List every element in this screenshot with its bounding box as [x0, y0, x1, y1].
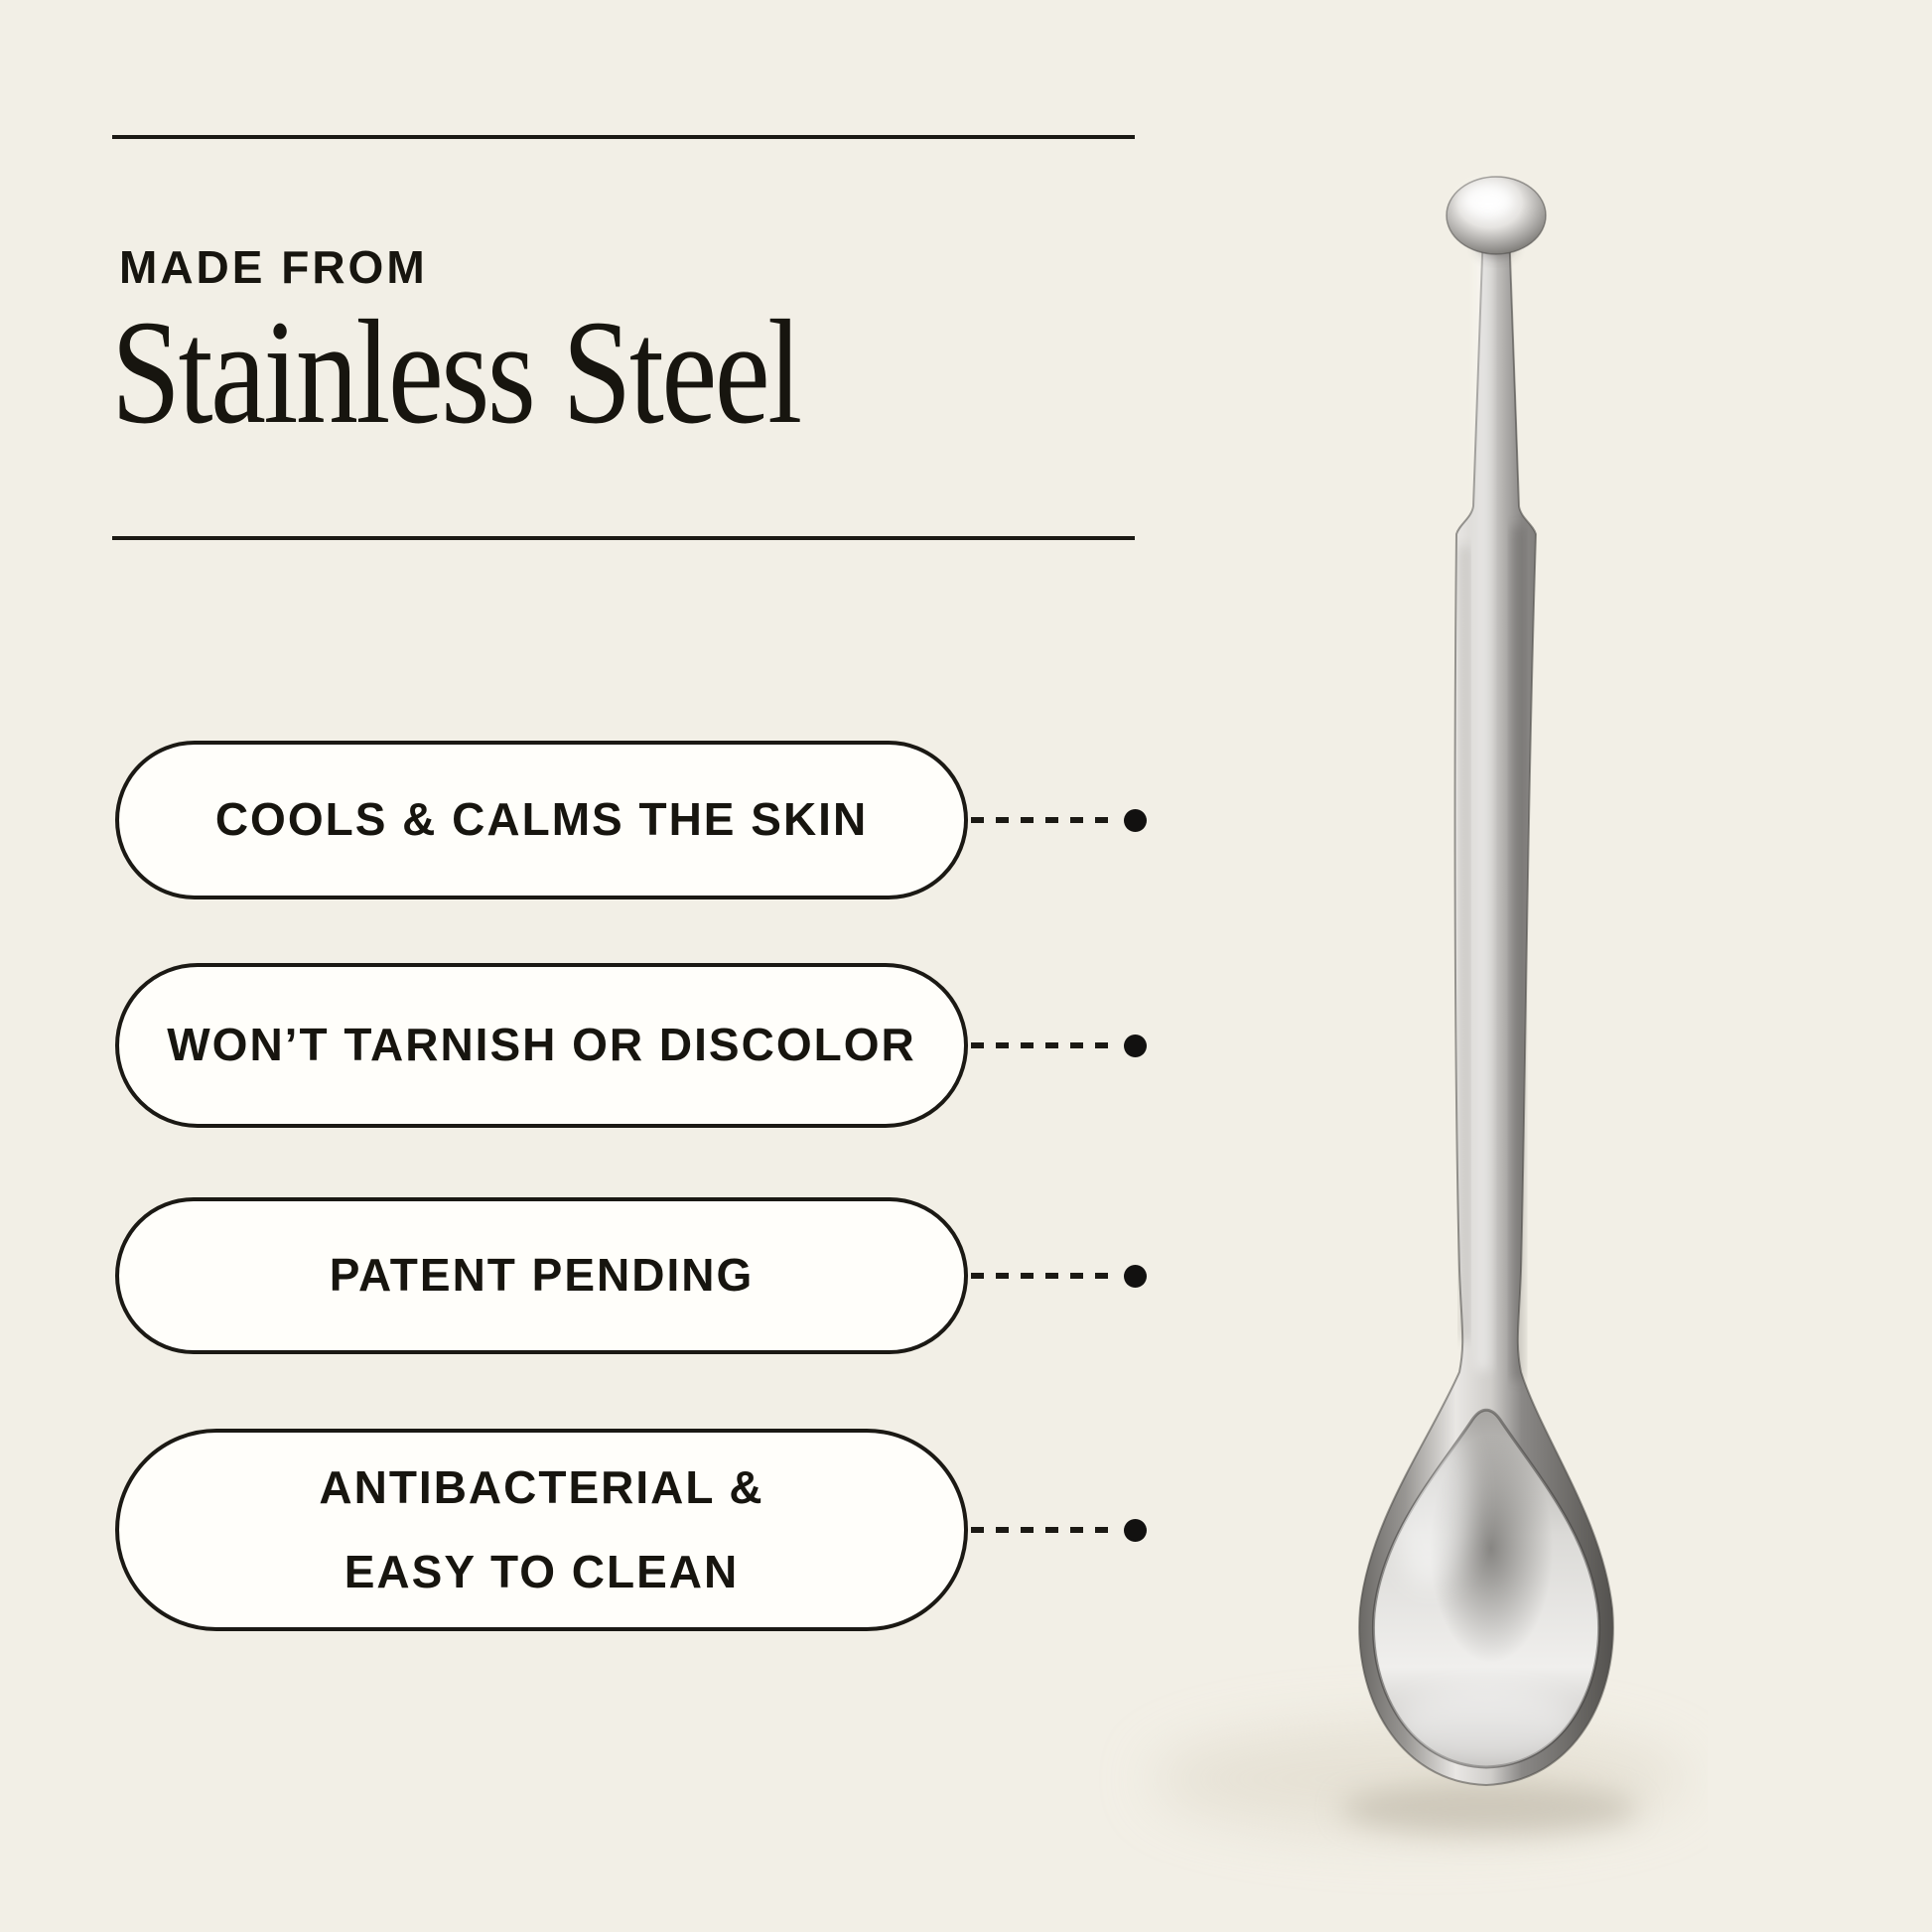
- callout-dotted-line: [971, 817, 1112, 823]
- feature-label: WON’T TARNISH OR DISCOLOR: [167, 1019, 916, 1071]
- feature-label: PATENT PENDING: [329, 1249, 755, 1302]
- callout-dotted-line: [971, 1273, 1112, 1279]
- callout-dotted-line: [971, 1042, 1112, 1048]
- callout-dotted-line: [971, 1527, 1112, 1533]
- feature-pill-wont-tarnish: [115, 963, 968, 1128]
- feature-pill-antibacterial: [115, 1429, 968, 1631]
- page-title: Stainless Steel: [111, 290, 800, 455]
- product-contact-shadow: [1340, 1783, 1638, 1835]
- top-divider-line: [112, 135, 1135, 139]
- feature-label: COOLS & CALMS THE SKIN: [214, 793, 869, 846]
- feature-pill-patent-pending: [115, 1197, 968, 1354]
- feature-label: ANTIBACTERIAL & EASY TO CLEAN: [319, 1460, 764, 1597]
- product-photo-spoon-tool: [1092, 129, 1708, 1916]
- second-divider-line: [112, 536, 1135, 540]
- eyebrow-text: MADE FROM: [119, 241, 428, 293]
- feature-pill-cools-calms: [115, 741, 968, 899]
